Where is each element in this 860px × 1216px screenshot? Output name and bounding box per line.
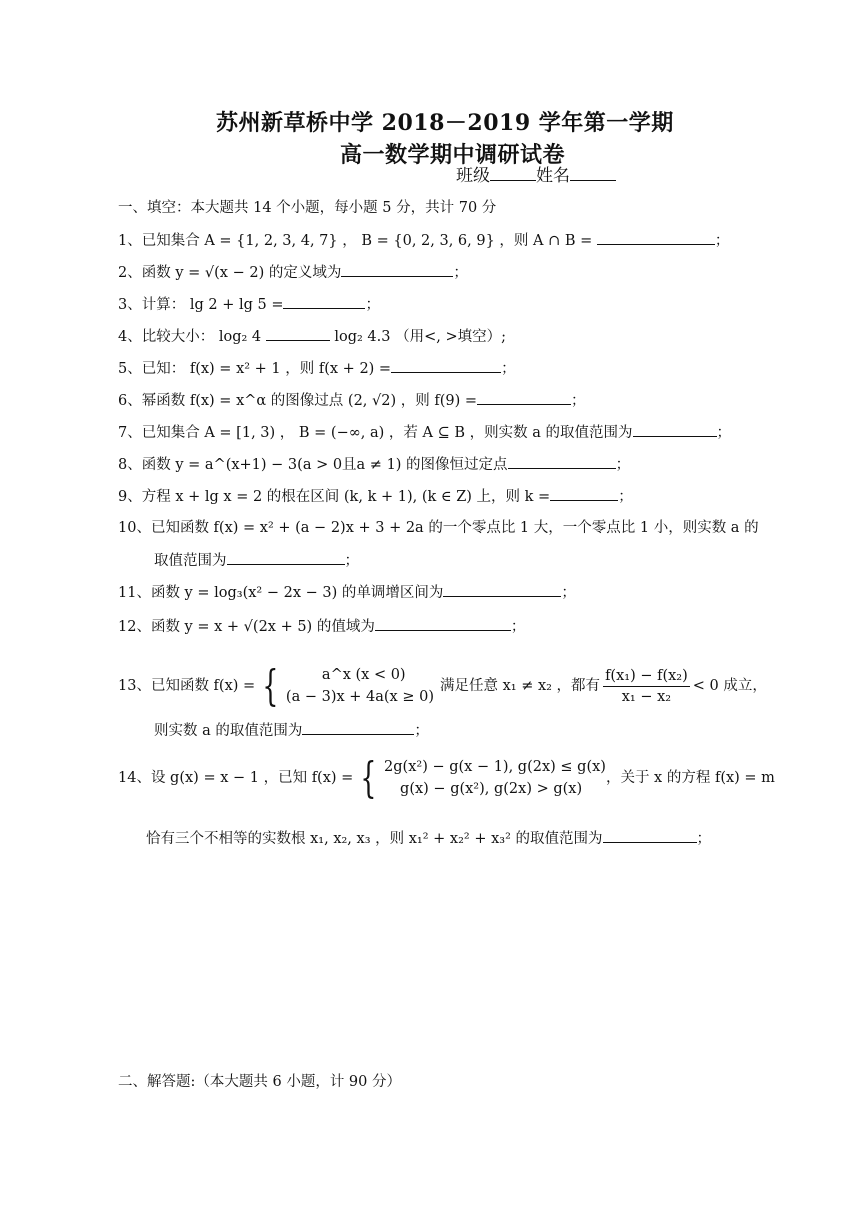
answer-blank[interactable]: [391, 358, 501, 373]
case-2: (a − 3)x + 4a(x ≥ 0): [285, 689, 434, 705]
piecewise-cases: [384, 756, 606, 800]
question-4: [118, 326, 506, 347]
question-text: 函数 y = x + √(2x + 5) 的值域为: [150, 619, 375, 635]
question-number: 7、: [118, 425, 142, 441]
question-number: 8、: [118, 457, 142, 473]
answer-blank[interactable]: [477, 390, 571, 405]
punct: ；: [571, 393, 586, 409]
question-text: 方程 x + lg x = 2 的根在区间 (k, k + 1), (k ∈ Z) 上，则 k =: [141, 489, 551, 505]
punct: ；: [344, 553, 359, 569]
question-number: 4、: [118, 329, 142, 345]
question-9: [118, 486, 633, 507]
question-text: 则实数 a 的取值范围为: [154, 723, 303, 739]
question-number: 6、: [118, 393, 142, 409]
question-text: 恰有三个不相等的实数根 x₁, x₂, x₃ ，则 x₁² + x₂² + x₃² 的取值范围为: [146, 831, 603, 847]
exam-title-line2: 高一数学期中调研试卷: [340, 142, 566, 168]
case-1: a^x (x < 0): [321, 667, 406, 683]
question-6: [118, 390, 586, 411]
answer-blank[interactable]: [341, 262, 453, 277]
answer-blank[interactable]: [302, 720, 414, 735]
fraction-denominator: x₁ − x₂: [621, 688, 672, 705]
answer-blank[interactable]: [508, 454, 616, 469]
question-10: [118, 518, 759, 538]
question-text: 设 g(x) = x − 1 ，已知 f(x) =: [150, 770, 354, 786]
answer-blank[interactable]: [597, 230, 715, 245]
fraction-numerator: f(x₁) − f(x₂): [603, 666, 690, 687]
answer-blank[interactable]: [443, 582, 561, 597]
question-number: 12、: [118, 619, 151, 635]
punct: ；: [618, 489, 633, 505]
question-text: log₂ 4.3 （用<, >填空）;: [334, 329, 507, 345]
question-5: [118, 358, 516, 379]
student-info: [456, 166, 616, 186]
fraction: [603, 666, 690, 707]
question-number: 14、: [118, 770, 151, 786]
question-text: 函数 y = a^(x+1) − 3(a > 0且a ≠ 1) 的图像恒过定点: [141, 457, 508, 473]
class-label: 班级: [456, 166, 490, 186]
answer-blank[interactable]: [603, 828, 697, 843]
question-number: 11、: [118, 585, 151, 601]
punct: ；: [453, 265, 468, 281]
answer-blank[interactable]: [633, 422, 717, 437]
piecewise-cases: [286, 664, 434, 708]
question-14: [118, 753, 775, 802]
question-number: 5、: [118, 361, 142, 377]
question-1: [118, 230, 729, 251]
case-1: 2g(x²) − g(x − 1), g(2x) ≤ g(x): [384, 759, 606, 775]
question-number: 2、: [118, 265, 142, 281]
question-number: 13、: [118, 678, 151, 694]
case-2: g(x) − g(x²), g(2x) > g(x): [400, 781, 583, 797]
question-text: 比较大小： log₂ 4: [141, 329, 262, 345]
question-text: 已知集合 A = [1, 3) ， B = (−∞, a) ，若 A ⊆ B ，则实数 a 的取值范围为: [141, 425, 633, 441]
answer-blank[interactable]: [550, 486, 618, 501]
question-number: 3、: [118, 297, 142, 313]
section2-heading: 二、解答题:（本大题共 6 小题，计 90 分）: [118, 1074, 401, 1090]
punct: ；: [501, 361, 516, 377]
punct: ；: [510, 619, 526, 635]
question-text: 取值范围为: [154, 553, 227, 569]
question-text: 已知： f(x) = x² + 1 ，则 f(x + 2) =: [141, 361, 392, 377]
question-text: 已知集合 A = {1, 2, 3, 4, 7} ， B = {0, 2, 3, 6, 9} ，则 A ∩ B =: [141, 233, 593, 249]
punct: ；: [696, 831, 711, 847]
exam-title-line1: 苏州新草桥中学 2018－2019 学年第一学期: [216, 110, 674, 136]
question-7: [118, 422, 731, 443]
punct: ；: [365, 297, 380, 313]
punct: ；: [716, 425, 731, 441]
punct: ；: [414, 723, 429, 739]
left-brace: {: [360, 753, 377, 802]
question-14-cont: [146, 828, 711, 849]
question-text: ，关于 x 的方程 f(x) = m: [605, 770, 775, 786]
question-text: 函数 y = √(x − 2) 的定义域为: [141, 265, 342, 281]
question-13: [118, 661, 767, 710]
question-13-cont: [154, 720, 429, 741]
question-text: 已知函数 f(x) =: [150, 678, 256, 694]
answer-blank[interactable]: [283, 294, 365, 309]
answer-blank[interactable]: [375, 616, 511, 631]
name-label: 姓名: [536, 166, 570, 186]
left-brace: {: [262, 661, 279, 710]
question-text: 满足任意 x₁ ≠ x₂ ，都有: [439, 678, 601, 694]
question-10-cont: [154, 550, 359, 571]
punct: ；: [615, 457, 631, 473]
answer-blank[interactable]: [227, 550, 345, 565]
question-text: 已知函数 f(x) = x² + (a − 2)x + 3 + 2a 的一个零点比 1 大，一个零点比 1 小，则实数 a 的: [150, 520, 759, 536]
question-3: [118, 294, 380, 315]
question-number: 1、: [118, 233, 142, 249]
punct: ；: [714, 233, 730, 249]
punct: ；: [561, 585, 576, 601]
question-number: 9、: [118, 489, 142, 505]
question-text: 函数 y = log₃(x² − 2x − 3) 的单调增区间为: [150, 585, 444, 601]
name-blank[interactable]: [570, 166, 616, 181]
question-11: [118, 582, 576, 603]
answer-blank[interactable]: [266, 326, 330, 341]
question-number: 10、: [118, 520, 151, 536]
class-blank[interactable]: [490, 166, 536, 181]
question-text: 幂函数 f(x) = x^α 的图像过点 (2, √2) ，则 f(9) =: [141, 393, 478, 409]
section1-heading: 一、填空：本大题共 14 个小题，每小题 5 分，共计 70 分: [118, 200, 497, 216]
question-text: 计算： lg 2 + lg 5 =: [141, 297, 284, 313]
question-8: [118, 454, 630, 475]
question-12: [118, 616, 525, 637]
question-text: < 0 成立，: [692, 678, 767, 694]
question-2: [118, 262, 468, 283]
